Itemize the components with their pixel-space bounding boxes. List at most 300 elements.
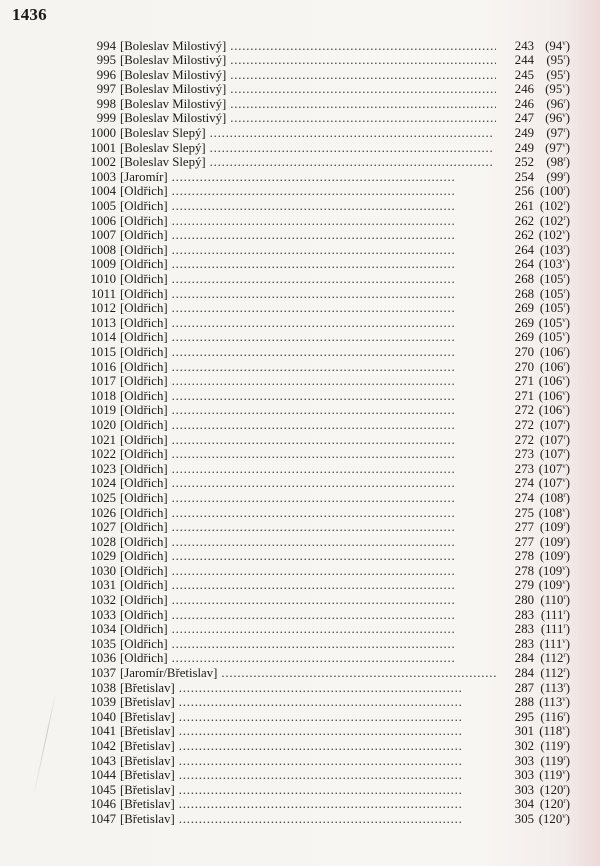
dot-leader [230,68,496,83]
index-entry [80,374,570,389]
folio-side: v [562,388,566,397]
entry-page: 273 [514,461,534,476]
entry-ruler: [Oldřich] [120,301,168,316]
index-entry [80,214,570,229]
entry-page: 277 [514,534,534,549]
entry-folio: (109$^v$) [538,578,570,593]
entry-folio: (119$^r$) [540,753,570,768]
index-entry [80,345,570,360]
dot-leader [179,710,496,725]
index-entry [80,360,570,375]
index-entry [80,578,570,593]
entry-folio: (109$^v$) [538,563,570,578]
entry-ruler: [Oldřich] [120,622,168,637]
index-entry [80,651,570,666]
folio-side: v [562,403,566,412]
folio-side: v [562,111,566,120]
index-entry [80,141,570,156]
entry-folio: (100$^r$) [539,184,570,199]
entry-page: 283 [514,607,534,622]
entry-page: 245 [514,67,534,82]
dot-leader [172,257,496,272]
entry-folio: (95$^r$) [546,53,570,68]
index-entry [80,199,570,214]
entry-page: 270 [514,344,534,359]
index-entry [80,462,570,477]
entry-page: 283 [514,636,534,651]
entry-ruler: [Břetislav] [120,782,175,797]
dot-leader [210,155,496,170]
entry-year: 1040 [90,709,116,724]
entry-year: 1011 [90,286,116,301]
dot-leader [172,549,496,564]
entry-ruler: [Oldřich] [120,636,168,651]
entry-ruler: [Oldřich] [120,359,168,374]
entry-year: 1021 [90,432,116,447]
entry-folio: (103$^v$) [538,257,570,272]
entry-ruler: [Oldřich] [120,505,168,520]
dot-leader [230,39,496,54]
entry-ruler: [Oldřich] [120,461,168,476]
entry-folio: (95$^r$) [546,67,570,82]
entry-folio: (107$^v$) [538,461,570,476]
entry-year: 1031 [90,578,116,593]
entry-ruler: [Oldřich] [120,607,168,622]
entry-folio: (97$^v$) [545,140,570,155]
folio-side: r [563,651,566,660]
folio-side: r [563,739,566,747]
dot-leader [172,389,496,404]
entry-year: 996 [96,67,116,82]
entry-page: 303 [514,753,534,768]
index-entry [80,39,570,54]
folio-side: r [563,666,566,675]
entry-folio: (108$^r$) [539,490,570,505]
folio-side: v [562,578,566,587]
entry-page: 304 [514,797,534,812]
index-entry [80,126,570,141]
dot-leader [230,97,496,112]
dot-leader [172,578,496,593]
entry-page: 243 [514,38,534,53]
dot-leader [172,433,496,448]
entry-folio: (102$^r$) [539,199,570,214]
dot-leader [172,214,496,229]
entry-ruler: [Oldřich] [120,490,168,505]
index-entry [80,637,570,652]
entry-year: 1013 [90,315,116,330]
entry-page: 270 [514,359,534,374]
pencil-mark [33,691,57,799]
folio-side: r [563,607,566,616]
index-entry [80,695,570,710]
index-entry [80,797,570,812]
entry-ruler: [Břetislav] [120,724,175,739]
index-entry [80,82,570,97]
dot-leader [172,403,496,418]
dot-leader [172,506,496,521]
index-entry [80,768,570,783]
folio-side: r [563,782,566,791]
entry-page: 288 [514,695,534,710]
dot-leader [172,301,496,316]
page-number: 1436 [12,5,47,24]
dot-leader [172,564,496,579]
entry-folio: (113$^r$) [540,680,570,695]
index-entry [80,287,570,302]
folio-side: r [563,417,566,426]
entry-folio: (108$^v$) [538,505,570,520]
entry-ruler: [Břetislav] [120,680,175,695]
entry-folio: (119$^r$) [540,739,570,753]
entry-year: 1003 [90,169,116,184]
entry-folio: (99$^r$) [546,169,570,184]
entry-year: 1025 [90,490,116,505]
entry-page: 272 [514,403,534,418]
dot-leader [172,360,496,375]
folio-side: v [562,563,566,572]
entry-page: 280 [514,593,534,608]
index-entry [80,710,570,725]
index-entry [80,316,570,331]
entry-folio: (106$^v$) [538,388,570,403]
entry-folio: (94$^v$) [545,38,570,53]
entry-ruler: [Oldřich] [120,184,168,199]
dot-leader [179,695,496,710]
entry-ruler: [Oldřich] [120,315,168,330]
entry-folio: (109$^r$) [539,549,570,564]
index-entry [80,783,570,798]
entry-folio: (120$^r$) [539,797,570,812]
entry-ruler: [Oldřich] [120,374,168,389]
index-entry [80,272,570,287]
dot-leader [172,637,496,652]
entry-year: 1046 [90,797,116,812]
folio-side: v [562,695,566,704]
entry-ruler: [Oldřich] [120,563,168,578]
entry-year: 1001 [90,140,116,155]
entry-folio: (98$^r$) [546,155,570,170]
folio-side: v [562,38,566,47]
dot-leader [179,681,496,696]
dot-leader [172,345,496,360]
entry-ruler: [Oldřich] [120,199,168,214]
dot-leader [172,184,496,199]
index-entry [80,243,570,258]
index-entry [80,622,570,637]
dot-leader [172,199,496,214]
index-entry [80,433,570,448]
entry-year: 1008 [90,242,116,257]
folio-side: v [562,724,566,733]
entry-folio: (109$^r$) [539,534,570,549]
entry-page: 272 [514,417,534,432]
entry-year: 1010 [90,272,116,286]
entry-year: 997 [96,82,116,97]
entry-year: 1004 [90,184,116,199]
folio-side: r [563,67,566,76]
entry-ruler: [Oldřich] [120,286,168,301]
entry-year: 1037 [90,666,116,681]
entry-ruler: [Boleslav Slepý] [120,126,206,141]
dot-leader [221,666,496,681]
dot-leader [172,593,496,608]
entry-page: 246 [514,96,534,111]
folio-side: v [562,330,566,339]
entry-year: 1024 [90,476,116,491]
entry-year: 994 [96,38,116,53]
index-entry [80,739,570,754]
index-entry [80,520,570,535]
entry-year: 1015 [90,344,116,359]
index-entry [80,812,570,827]
folio-side: r [563,184,566,193]
entry-ruler: [Boleslav Slepý] [120,140,206,155]
entry-ruler: [Břetislav] [120,811,175,826]
folio-side: v [562,505,566,514]
entry-page: 295 [514,709,534,724]
entry-ruler: [Oldřich] [120,388,168,403]
index-entry [80,666,570,681]
dot-leader [230,82,496,97]
entry-year: 1022 [90,447,116,462]
entry-folio: (116$^r$) [540,709,570,724]
entry-year: 1047 [90,811,116,826]
entry-year: 1038 [90,680,116,695]
entry-year: 1023 [90,461,116,476]
entry-folio: (105$^r$) [539,272,570,286]
entry-folio: (102$^v$) [538,228,570,243]
entry-page: 278 [514,549,534,564]
entry-page: 287 [514,680,534,695]
entry-page: 271 [514,374,534,389]
entry-folio: (120$^r$) [539,782,570,797]
index-entry [80,403,570,418]
dot-leader [230,111,496,126]
entry-page: 284 [514,666,534,681]
entry-ruler: [Jaromír/Břetislav] [120,666,218,681]
dot-leader [179,812,496,827]
dot-leader [172,374,496,389]
entry-year: 1006 [90,213,116,228]
entry-ruler: [Oldřich] [120,213,168,228]
entry-ruler: [Oldřich] [120,417,168,432]
index-entry [80,111,570,126]
entry-page: 261 [514,199,534,214]
folio-side: r [563,549,566,558]
folio-side: v [562,811,566,820]
entry-year: 1019 [90,403,116,418]
entry-page: 302 [514,739,534,753]
dot-leader [179,783,496,798]
folio-side: r [563,797,566,806]
folio-side: r [563,490,566,499]
folio-side: v [562,315,566,324]
entry-year: 1039 [90,695,116,710]
entry-ruler: [Boleslav Milostivý] [120,111,227,126]
folio-side: r [563,622,566,631]
entry-folio: (106$^r$) [539,359,570,374]
entry-year: 1041 [90,724,116,739]
dot-leader [172,608,496,623]
dot-leader [179,754,496,769]
index-entry [80,549,570,564]
index-entry [80,257,570,272]
folio-side: r [563,753,566,762]
entry-page: 254 [514,169,534,184]
entry-folio: (106$^v$) [538,374,570,389]
folio-side: r [563,709,566,718]
folio-side: r [563,680,566,689]
entry-page: 303 [514,782,534,797]
folio-side: v [562,461,566,470]
entry-folio: (107$^r$) [539,432,570,447]
index-entry [80,535,570,550]
entry-folio: (103$^r$) [539,242,570,257]
entry-folio: (96$^v$) [545,111,570,126]
folio-side: v [562,82,566,91]
dot-leader [179,797,496,812]
folio-side: r [563,344,566,353]
entry-page: 278 [514,563,534,578]
entry-year: 1000 [90,126,116,141]
entry-ruler: [Boleslav Milostivý] [120,82,227,97]
entry-folio: (105$^v$) [538,330,570,345]
entry-year: 1007 [90,228,116,243]
entry-folio: (110$^r$) [540,593,570,608]
entry-ruler: [Jaromír] [120,169,168,184]
entry-ruler: [Oldřich] [120,534,168,549]
index-entry [80,491,570,506]
index-entry [80,53,570,68]
entry-folio: (97$^r$) [546,126,570,141]
entry-folio: (95$^v$) [545,82,570,97]
dot-leader [172,491,496,506]
entry-ruler: [Oldřich] [120,593,168,608]
entry-page: 277 [514,520,534,535]
entry-page: 271 [514,388,534,403]
folio-side: v [562,257,566,266]
index-entry [80,506,570,521]
entry-ruler: [Břetislav] [120,709,175,724]
index-entry [80,681,570,696]
index-entry [80,564,570,579]
dot-leader [172,447,496,462]
dot-leader [172,520,496,535]
index-list [80,39,570,827]
entry-folio: (102$^r$) [539,213,570,228]
dot-leader [179,768,496,783]
entry-page: 269 [514,330,534,345]
index-entry [80,476,570,491]
folio-side: r [563,126,566,135]
entry-page: 284 [514,651,534,666]
entry-page: 249 [514,126,534,141]
dot-leader [172,228,496,243]
entry-folio: (118$^v$) [539,724,570,739]
folio-side: r [563,447,566,456]
entry-page: 264 [514,242,534,257]
entry-folio: (107$^r$) [539,417,570,432]
index-entry [80,68,570,83]
entry-page: 283 [514,622,534,637]
index-entry [80,184,570,199]
index-entry [80,608,570,623]
entry-ruler: [Břetislav] [120,768,175,783]
entry-page: 256 [514,184,534,199]
entry-ruler: [Oldřich] [120,520,168,535]
entry-year: 1035 [90,636,116,651]
index-entry [80,97,570,112]
folio-side: v [562,374,566,383]
entry-page: 279 [514,578,534,593]
entry-folio: (112$^r$) [540,651,570,666]
entry-year: 1012 [90,301,116,316]
folio-side: r [563,359,566,368]
folio-side: r [563,272,566,280]
entry-folio: (111$^v$) [539,636,570,651]
entry-page: 262 [514,228,534,243]
folio-side: r [563,432,566,441]
dot-leader [172,535,496,550]
index-entry [80,389,570,404]
index-entry [80,170,570,185]
entry-year: 1034 [90,622,116,637]
entry-year: 1016 [90,359,116,374]
dot-leader [172,272,496,287]
folio-side: r [563,534,566,543]
entry-year: 995 [96,53,116,68]
folio-side: r [563,242,566,251]
entry-ruler: [Oldřich] [120,257,168,272]
entry-year: 1027 [90,520,116,535]
entry-ruler: [Břetislav] [120,797,175,812]
entry-page: 272 [514,432,534,447]
dot-leader [172,651,496,666]
entry-ruler: [Oldřich] [120,578,168,593]
entry-page: 252 [514,155,534,170]
entry-year: 1028 [90,534,116,549]
entry-page: 305 [514,811,534,826]
dot-leader [210,126,496,141]
entry-page: 268 [514,286,534,301]
dot-leader [179,724,496,739]
dot-leader [172,476,496,491]
entry-page: 273 [514,447,534,462]
entry-ruler: [Boleslav Milostivý] [120,38,227,53]
entry-folio: (119$^v$) [539,768,570,783]
dot-leader [179,739,496,754]
folio-side: r [563,53,566,62]
entry-ruler: [Oldřich] [120,272,168,286]
entry-ruler: [Oldřich] [120,447,168,462]
entry-page: 247 [514,111,534,126]
entry-ruler: [Oldřich] [120,344,168,359]
entry-year: 1030 [90,563,116,578]
entry-page: 249 [514,140,534,155]
entry-page: 246 [514,82,534,97]
entry-ruler: [Břetislav] [120,739,175,753]
dot-leader [172,287,496,302]
entry-ruler: [Oldřich] [120,330,168,345]
entry-page: 262 [514,213,534,228]
entry-folio: (105$^v$) [538,315,570,330]
index-entry [80,447,570,462]
entry-page: 274 [514,476,534,491]
entry-folio: (111$^r$) [540,622,570,637]
entry-year: 1018 [90,388,116,403]
entry-ruler: [Oldřich] [120,432,168,447]
